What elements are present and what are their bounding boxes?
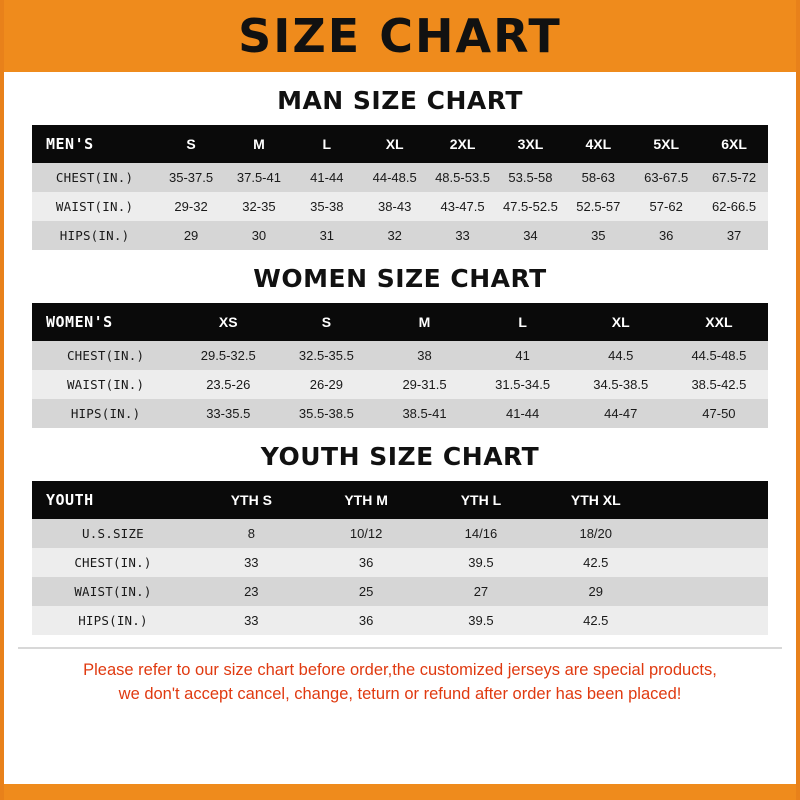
- men-cell-0-4: 48.5-53.5: [429, 163, 497, 192]
- women-size-table: [32, 303, 768, 428]
- banner: [4, 0, 796, 72]
- women-cell-2-5: 47-50: [670, 399, 768, 428]
- men-cell-0-2: 41-44: [293, 163, 361, 192]
- footer-note-line-1: Please refer to our size chart before order,the customized jerseys are special products,: [83, 661, 717, 679]
- section-women: [4, 264, 796, 428]
- youth-cell-1-3: 42.5: [538, 548, 653, 577]
- youth-cell-0-1: 10/12: [309, 519, 424, 548]
- women-table-head: [32, 303, 768, 341]
- youth-cell-spacer: [653, 606, 768, 635]
- youth-size-table: [32, 481, 768, 635]
- youth-cell-1-0: 33: [194, 548, 309, 577]
- table-row: [32, 399, 768, 428]
- women-cell-1-4: 34.5-38.5: [572, 370, 670, 399]
- men-size-table: [32, 125, 768, 250]
- men-header-cell-7: 4XL: [564, 125, 632, 163]
- table-header-row: [32, 303, 768, 341]
- women-header-cell-4: L: [474, 303, 572, 341]
- men-cell-1-7: 57-62: [632, 192, 700, 221]
- women-cell-0-1: 32.5-35.5: [277, 341, 375, 370]
- women-cell-1-2: 29-31.5: [375, 370, 473, 399]
- women-cell-0-5: 44.5-48.5: [670, 341, 768, 370]
- table-row: [32, 370, 768, 399]
- women-cell-1-1: 26-29: [277, 370, 375, 399]
- table-row: [32, 519, 768, 548]
- youth-cell-0-0: 8: [194, 519, 309, 548]
- men-cell-0-7: 63-67.5: [632, 163, 700, 192]
- men-row-label-0: CHEST(IN.): [32, 163, 157, 192]
- men-header-cell-1: S: [157, 125, 225, 163]
- men-cell-1-8: 62-66.5: [700, 192, 768, 221]
- youth-table-body: [32, 519, 768, 635]
- youth-cell-0-3: 18/20: [538, 519, 653, 548]
- men-header-cell-2: M: [225, 125, 293, 163]
- women-row-label-2: HIPS(IN.): [32, 399, 179, 428]
- youth-cell-3-2: 39.5: [424, 606, 539, 635]
- women-cell-0-0: 29.5-32.5: [179, 341, 277, 370]
- men-cell-2-4: 33: [429, 221, 497, 250]
- youth-row-label-0: U.S.SIZE: [32, 519, 194, 548]
- banner-title: SIZE CHART: [238, 9, 562, 63]
- women-header-cell-1: XS: [179, 303, 277, 341]
- men-row-label-2: HIPS(IN.): [32, 221, 157, 250]
- table-row: [32, 221, 768, 250]
- youth-table-head: [32, 481, 768, 519]
- men-cell-2-8: 37: [700, 221, 768, 250]
- women-cell-1-0: 23.5-26: [179, 370, 277, 399]
- men-cell-0-0: 35-37.5: [157, 163, 225, 192]
- youth-cell-2-1: 25: [309, 577, 424, 606]
- men-header-cell-8: 5XL: [632, 125, 700, 163]
- youth-header-cell-2: YTH M: [309, 481, 424, 519]
- men-cell-1-3: 38-43: [361, 192, 429, 221]
- table-row: [32, 341, 768, 370]
- women-cell-0-2: 38: [375, 341, 473, 370]
- youth-row-label-3: HIPS(IN.): [32, 606, 194, 635]
- men-cell-0-1: 37.5-41: [225, 163, 293, 192]
- men-header-cell-5: 2XL: [429, 125, 497, 163]
- men-header-cell-0: MEN'S: [32, 125, 157, 163]
- men-cell-2-7: 36: [632, 221, 700, 250]
- youth-header-cell-4: YTH XL: [538, 481, 653, 519]
- women-cell-1-3: 31.5-34.5: [474, 370, 572, 399]
- men-cell-0-6: 58-63: [564, 163, 632, 192]
- men-row-label-1: WAIST(IN.): [32, 192, 157, 221]
- section-title-women: WOMEN SIZE CHART: [253, 264, 547, 293]
- section-men: [4, 86, 796, 250]
- women-cell-2-0: 33-35.5: [179, 399, 277, 428]
- section-youth: [4, 442, 796, 635]
- youth-cell-2-2: 27: [424, 577, 539, 606]
- table-row: [32, 577, 768, 606]
- men-header-cell-3: L: [293, 125, 361, 163]
- table-header-row: [32, 481, 768, 519]
- youth-cell-spacer: [653, 548, 768, 577]
- youth-row-label-2: WAIST(IN.): [32, 577, 194, 606]
- table-header-row: [32, 125, 768, 163]
- youth-cell-spacer: [653, 577, 768, 606]
- youth-header-cell-0: YOUTH: [32, 481, 194, 519]
- bottom-accent-bar: [0, 784, 800, 800]
- men-cell-0-5: 53.5-58: [496, 163, 564, 192]
- women-cell-0-3: 41: [474, 341, 572, 370]
- men-cell-1-5: 47.5-52.5: [496, 192, 564, 221]
- men-cell-2-1: 30: [225, 221, 293, 250]
- men-header-cell-4: XL: [361, 125, 429, 163]
- youth-cell-0-2: 14/16: [424, 519, 539, 548]
- men-cell-2-6: 35: [564, 221, 632, 250]
- youth-header-cell-1: YTH S: [194, 481, 309, 519]
- youth-header-spacer: [653, 481, 768, 519]
- women-cell-2-1: 35.5-38.5: [277, 399, 375, 428]
- men-cell-2-0: 29: [157, 221, 225, 250]
- women-header-cell-5: XL: [572, 303, 670, 341]
- footer-note-line-2: we don't accept cancel, change, teturn or refund after order has been placed!: [118, 684, 682, 703]
- section-title-youth: YOUTH SIZE CHART: [260, 442, 540, 471]
- men-cell-1-6: 52.5-57: [564, 192, 632, 221]
- women-header-cell-0: WOMEN'S: [32, 303, 179, 341]
- women-cell-2-3: 41-44: [474, 399, 572, 428]
- women-cell-2-4: 44-47: [572, 399, 670, 428]
- youth-cell-3-1: 36: [309, 606, 424, 635]
- youth-cell-3-3: 42.5: [538, 606, 653, 635]
- men-cell-1-4: 43-47.5: [429, 192, 497, 221]
- men-cell-2-5: 34: [496, 221, 564, 250]
- men-table-body: [32, 163, 768, 250]
- women-cell-1-5: 38.5-42.5: [670, 370, 768, 399]
- women-header-cell-6: XXL: [670, 303, 768, 341]
- men-cell-0-8: 67.5-72: [700, 163, 768, 192]
- women-header-cell-3: M: [375, 303, 473, 341]
- men-cell-2-3: 32: [361, 221, 429, 250]
- men-cell-1-0: 29-32: [157, 192, 225, 221]
- section-title-men: MAN SIZE CHART: [277, 86, 523, 115]
- footer-note: [18, 647, 782, 707]
- women-cell-2-2: 38.5-41: [375, 399, 473, 428]
- table-row: [32, 606, 768, 635]
- youth-cell-2-0: 23: [194, 577, 309, 606]
- youth-cell-3-0: 33: [194, 606, 309, 635]
- women-cell-0-4: 44.5: [572, 341, 670, 370]
- youth-header-cell-3: YTH L: [424, 481, 539, 519]
- youth-cell-1-1: 36: [309, 548, 424, 577]
- men-cell-1-2: 35-38: [293, 192, 361, 221]
- women-row-label-0: CHEST(IN.): [32, 341, 179, 370]
- men-cell-0-3: 44-48.5: [361, 163, 429, 192]
- youth-row-label-1: CHEST(IN.): [32, 548, 194, 577]
- table-row: [32, 548, 768, 577]
- women-table-body: [32, 341, 768, 428]
- women-header-cell-2: S: [277, 303, 375, 341]
- table-row: [32, 192, 768, 221]
- youth-cell-spacer: [653, 519, 768, 548]
- youth-cell-1-2: 39.5: [424, 548, 539, 577]
- men-header-cell-6: 3XL: [496, 125, 564, 163]
- men-header-cell-9: 6XL: [700, 125, 768, 163]
- men-cell-1-1: 32-35: [225, 192, 293, 221]
- youth-cell-2-3: 29: [538, 577, 653, 606]
- men-table-head: [32, 125, 768, 163]
- women-row-label-1: WAIST(IN.): [32, 370, 179, 399]
- men-cell-2-2: 31: [293, 221, 361, 250]
- table-row: [32, 163, 768, 192]
